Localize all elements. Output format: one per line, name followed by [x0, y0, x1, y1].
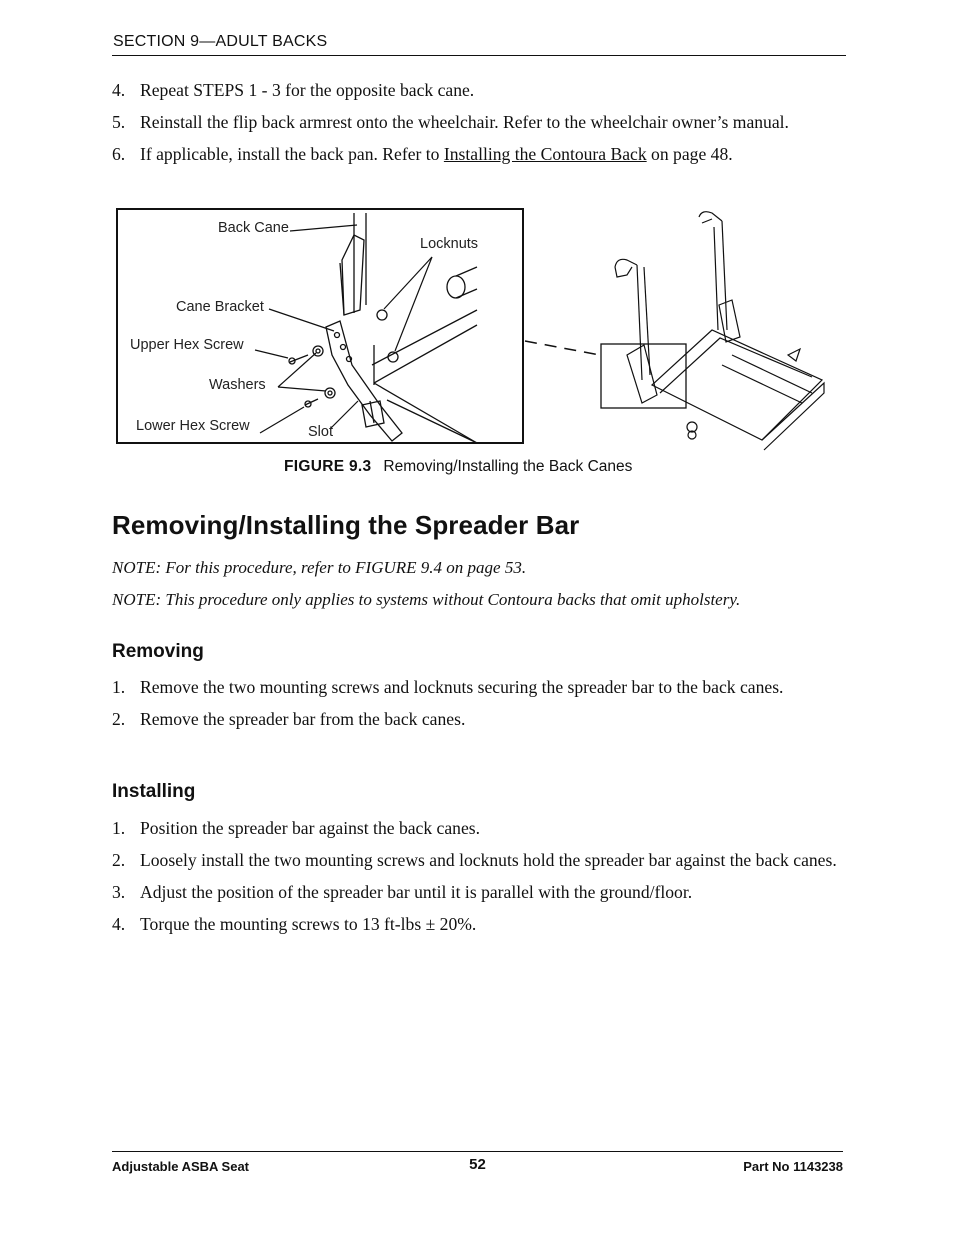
removing-step-list [112, 676, 846, 740]
step-number: 4. [112, 914, 126, 934]
figure-caption [284, 458, 632, 476]
note-contoura: NOTE: This procedure only applies to systems without Contoura backs that omit upholstery. [112, 590, 741, 609]
step-text: Reinstall the flip back armrest onto the wheelchair. Refer to the wheelchair owner’s manual. [140, 112, 789, 132]
installing-step-list [112, 817, 846, 945]
callout-lower-hex-screw: Lower Hex Screw [136, 418, 250, 434]
step-item [112, 817, 846, 839]
step-item [112, 111, 846, 133]
callout-washers: Washers [209, 377, 266, 393]
page-header [112, 33, 846, 56]
footer-part-number: Part No 1143238 [743, 1159, 843, 1174]
step-number: 6. [112, 144, 126, 164]
step-item [112, 913, 846, 935]
step-number: 2. [112, 709, 126, 729]
step-item [112, 79, 846, 101]
step-number: 5. [112, 112, 126, 132]
footer-document-title: Adjustable ASBA Seat [112, 1159, 250, 1174]
step-text-before: If applicable, install the back pan. Refer to [140, 144, 444, 164]
footer-page-number: 52 [469, 1156, 486, 1173]
step-item [112, 881, 846, 903]
step-number: 1. [112, 818, 126, 838]
step-text: Remove the two mounting screws and locknuts securing the spreader bar to the back canes. [140, 677, 784, 697]
note-figure-reference: NOTE: For this procedure, refer to FIGURE 9.4 on page 53. [112, 558, 527, 577]
step-number: 3. [112, 882, 126, 902]
callout-slot: Slot [308, 424, 333, 440]
step-number: 4. [112, 80, 126, 100]
installing-heading: Installing [112, 781, 196, 802]
step-text: Torque the mounting screws to 13 ft-lbs ± 20%. [140, 914, 477, 934]
step-number: 1. [112, 677, 126, 697]
page-footer [112, 1151, 843, 1182]
step-text-after: on page 48. [646, 144, 733, 164]
figure-back-canes [112, 205, 846, 455]
section-title: Removing/Installing the Spreader Bar [112, 510, 580, 540]
step-item [112, 708, 846, 730]
callout-locknuts: Locknuts [420, 236, 479, 252]
top-step-list [112, 79, 846, 175]
step-item [112, 143, 846, 165]
step-text: Remove the spreader bar from the back canes. [140, 709, 466, 729]
figure-caption-label: FIGURE 9.3 [284, 458, 372, 475]
figure-caption-text: Removing/Installing the Back Canes [383, 458, 633, 475]
step-item [112, 676, 846, 698]
section-header-title: SECTION 9—ADULT BACKS [113, 33, 328, 50]
step-text: Position the spreader bar against the back canes. [140, 818, 481, 838]
step-text: Loosely install the two mounting screws and locknuts hold the spreader bar against the back canes. [140, 850, 837, 870]
step-number: 2. [112, 850, 126, 870]
step-text: Repeat STEPS 1 - 3 for the opposite back cane. [140, 80, 475, 100]
callout-back-cane: Back Cane [218, 220, 289, 236]
removing-heading: Removing [112, 641, 204, 662]
step-text: Adjust the position of the spreader bar until it is parallel with the ground/floor. [140, 882, 693, 902]
callout-cane-bracket: Cane Bracket [176, 299, 264, 315]
callout-upper-hex-screw: Upper Hex Screw [130, 337, 244, 353]
step-item [112, 849, 846, 871]
installing-contoura-back-link[interactable]: Installing the Contoura Back [443, 144, 647, 164]
